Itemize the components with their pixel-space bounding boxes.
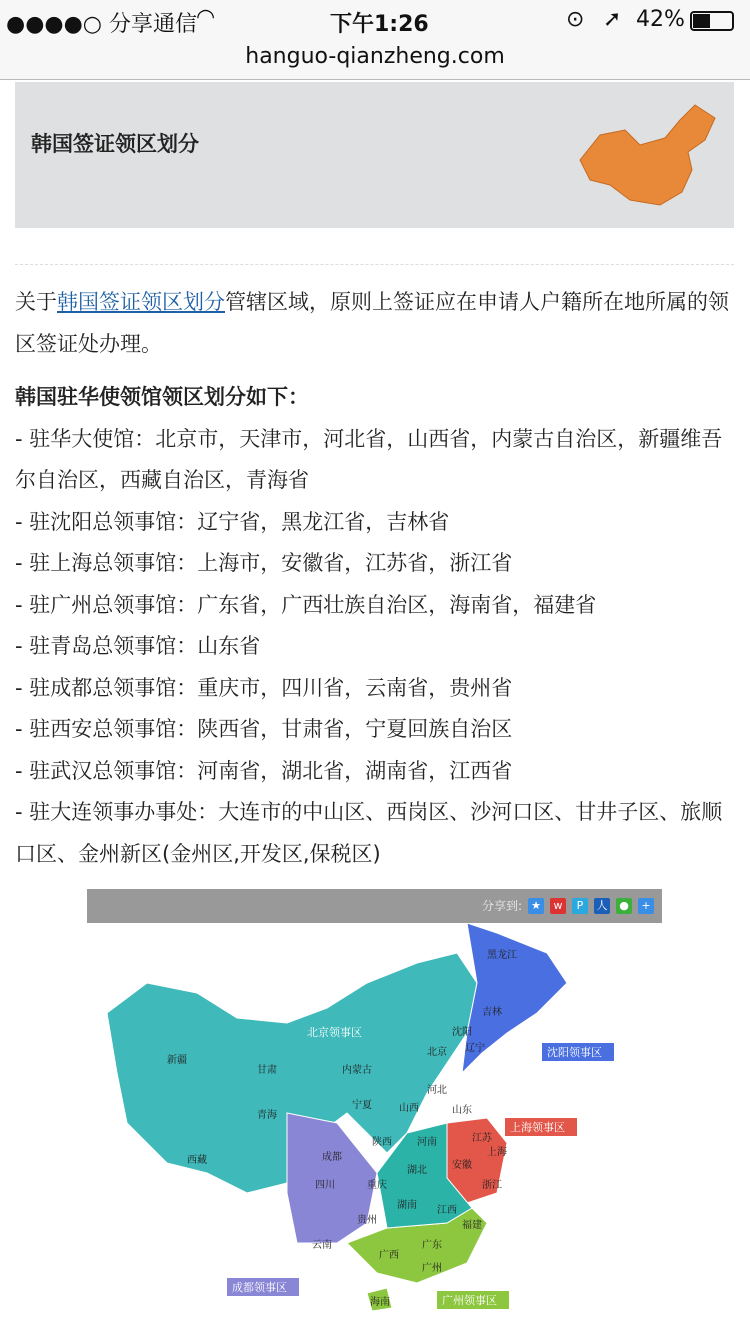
battery-icon [690, 11, 734, 31]
china-map-icon [570, 100, 720, 210]
clock: 下午1:26 [330, 12, 429, 37]
map-label: 山东 [452, 1105, 472, 1116]
list-item: - 驻沈阳总领事馆：辽宁省，黑龙江省，吉林省 [15, 509, 450, 534]
location-icon: ➚ [603, 7, 622, 32]
map-label: 黑龙江 [487, 950, 517, 961]
map-label: 湖南 [397, 1200, 417, 1211]
map-label: 宁夏 [352, 1100, 372, 1111]
map-label: 云南 [312, 1240, 332, 1251]
more-icon[interactable]: + [638, 898, 654, 914]
map-label: 海南 [370, 1297, 390, 1308]
share-bar [87, 889, 662, 923]
visa-region-link[interactable]: 韩国签证领区划分 [57, 290, 225, 314]
map-label: 西藏 [187, 1155, 207, 1166]
consular-district-map [87, 923, 662, 1334]
list-item: - 驻西安总领事馆：陕西省，甘肃省，宁夏回族自治区 [15, 717, 513, 741]
map-label: 山西 [399, 1103, 419, 1114]
map-label: 吉林 [482, 1007, 502, 1018]
beijing-district-label: 北京领事区 [307, 1026, 362, 1039]
chengdu-district-label: 成都领事区 [232, 1281, 287, 1294]
map-label: 江西 [437, 1205, 457, 1216]
list-item: - 驻大连领事办事处：大连市的中山区、西岗区、沙河口区、甘井子区、旅顺口区、金州新区(金州区,开发区,保税区) [15, 800, 723, 866]
list-item: - 驻成都总领事馆：重庆市，四川省，云南省，贵州省 [15, 675, 513, 700]
map-label: 安徽 [452, 1160, 472, 1171]
battery-percent: 42% [636, 7, 685, 32]
intro [15, 282, 740, 365]
map-label: 重庆 [367, 1180, 387, 1191]
share-label: 分享到: [481, 899, 522, 913]
list-item: - 驻上海总领事馆：上海市，安徽省，江苏省，浙江省 [15, 551, 513, 575]
map-label: 沈阳 [452, 1027, 472, 1038]
map-label: 广州 [422, 1263, 442, 1274]
map-label: 广西 [379, 1250, 399, 1261]
intro-prefix: 关于 [15, 290, 57, 314]
section-heading: 韩国驻华使领馆领区划分如下： [15, 385, 309, 409]
rotation-lock-icon: ⊙ [566, 7, 585, 32]
list-item: - 驻华大使馆：北京市，天津市，河北省，山西省，内蒙古自治区，新疆维吾尔自治区，西藏自治区，青海省 [15, 426, 723, 492]
map-label: 河北 [427, 1085, 447, 1096]
wechat-icon[interactable]: ● [616, 898, 632, 914]
map-label: 北京 [427, 1047, 447, 1058]
intro-suffix: 管辖区域，原则上签证应在申请人户籍所在地所属的领区签证处办理。 [15, 290, 729, 356]
article [15, 282, 740, 875]
map-label: 甘肃 [257, 1065, 277, 1076]
list-item: - 驻武汉总领事馆：河南省，湖北省，湖南省，江西省 [15, 758, 513, 783]
divider [15, 264, 734, 265]
weibo-icon[interactable]: w [550, 898, 566, 914]
map-label: 辽宁 [465, 1043, 485, 1054]
wifi-icon: ◠ [196, 5, 216, 30]
shanghai-district-label: 上海领事区 [510, 1121, 565, 1134]
shenyang-district-label: 沈阳领事区 [547, 1046, 602, 1059]
map-label: 陕西 [372, 1137, 392, 1148]
map-label: 内蒙古 [342, 1065, 372, 1076]
list-item: - 驻广州总领事馆：广东省，广西壮族自治区，海南省，福建省 [15, 592, 597, 617]
map-label: 四川 [315, 1180, 335, 1191]
map-label: 湖北 [407, 1165, 427, 1176]
banner [15, 82, 734, 228]
qzone-icon[interactable]: ★ [528, 898, 544, 914]
banner-title: 韩国签证领区划分 [31, 132, 199, 156]
map-label: 成都 [322, 1152, 342, 1163]
map-label: 河南 [417, 1137, 437, 1148]
map-label: 贵州 [357, 1215, 377, 1226]
map-label: 江苏 [472, 1133, 492, 1144]
map-label: 上海 [487, 1147, 507, 1158]
map-label: 福建 [462, 1220, 482, 1231]
map-label: 青海 [257, 1110, 277, 1121]
carrier: ●●●●○ 分享通信 [6, 12, 197, 37]
map-label: 新疆 [167, 1055, 187, 1066]
map-label: 浙江 [482, 1180, 502, 1191]
list-item: - 驻青岛总领事馆：山东省 [15, 634, 261, 658]
pengyou-icon[interactable]: P [572, 898, 588, 914]
renren-icon[interactable]: 人 [594, 898, 610, 914]
map-label: 广东 [422, 1240, 442, 1251]
guangzhou-district-label: 广州领事区 [442, 1294, 497, 1307]
status-bar [0, 0, 750, 42]
address-bar[interactable]: hanguo-qianzheng.com [0, 42, 750, 80]
